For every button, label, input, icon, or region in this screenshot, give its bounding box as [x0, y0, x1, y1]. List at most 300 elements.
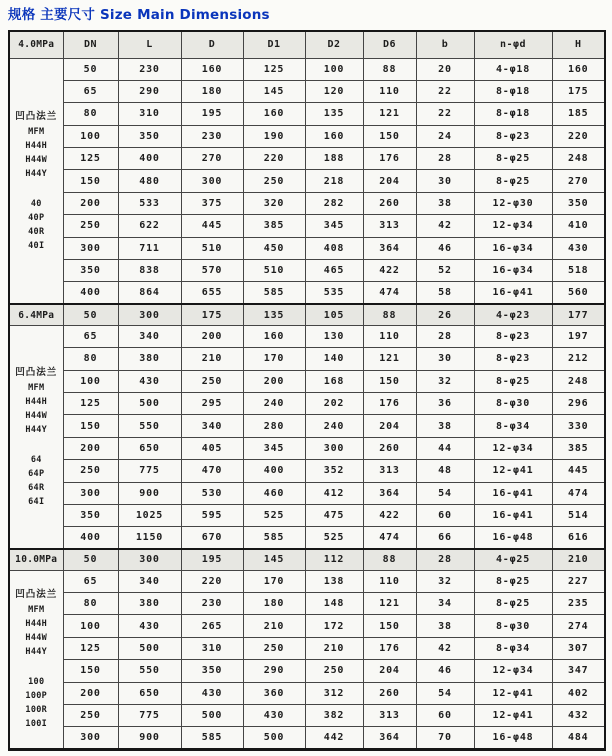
- data-cell: 58: [416, 282, 474, 304]
- data-cell: 8-φ30: [474, 392, 552, 414]
- data-cell: 16-φ41: [474, 482, 552, 504]
- data-cell: 125: [63, 637, 118, 659]
- data-cell: 195: [181, 549, 243, 570]
- data-cell: 175: [552, 80, 605, 102]
- column-header-cell: L: [118, 31, 181, 58]
- data-cell: 60: [416, 504, 474, 526]
- data-cell: 32: [416, 570, 474, 592]
- data-cell: 400: [118, 148, 181, 170]
- data-cell: 121: [363, 103, 416, 125]
- column-header-cell: D1: [243, 31, 305, 58]
- data-cell: 16-φ41: [474, 282, 552, 304]
- data-cell: 50: [63, 304, 118, 325]
- data-cell: 8-φ25: [474, 570, 552, 592]
- data-cell: 204: [363, 415, 416, 437]
- data-cell: 400: [243, 460, 305, 482]
- data-cell: 120: [305, 80, 363, 102]
- side-label: H44Y: [25, 425, 48, 435]
- data-cell: 422: [363, 260, 416, 282]
- data-cell: 220: [243, 148, 305, 170]
- data-cell: 200: [63, 437, 118, 459]
- data-cell: 8-φ18: [474, 103, 552, 125]
- data-cell: 250: [63, 705, 118, 727]
- table-row: [9, 570, 605, 592]
- data-cell: 8-φ30: [474, 615, 552, 637]
- data-cell: 200: [181, 325, 243, 347]
- data-cell: 65: [63, 325, 118, 347]
- data-cell: 8-φ34: [474, 637, 552, 659]
- data-cell: 550: [118, 660, 181, 682]
- data-cell: 313: [363, 215, 416, 237]
- side-label: MFM: [28, 126, 45, 137]
- data-cell: 282: [305, 192, 363, 214]
- data-cell: 250: [63, 215, 118, 237]
- data-cell: 135: [305, 103, 363, 125]
- data-cell: 110: [363, 80, 416, 102]
- side-label: 64R: [28, 483, 45, 493]
- data-cell: 65: [63, 570, 118, 592]
- data-cell: 900: [118, 482, 181, 504]
- data-cell: 250: [243, 637, 305, 659]
- data-cell: 100: [63, 125, 118, 147]
- table-row: [9, 460, 605, 482]
- table-row: [9, 80, 605, 102]
- data-cell: 22: [416, 80, 474, 102]
- data-cell: 176: [363, 148, 416, 170]
- data-cell: 105: [305, 304, 363, 325]
- data-cell: 320: [243, 192, 305, 214]
- data-cell: 402: [552, 682, 605, 704]
- data-cell: 347: [552, 660, 605, 682]
- data-cell: 310: [118, 103, 181, 125]
- data-cell: 300: [63, 237, 118, 259]
- data-cell: 312: [305, 682, 363, 704]
- data-cell: 150: [363, 615, 416, 637]
- data-cell: 170: [243, 348, 305, 370]
- table-row: [9, 370, 605, 392]
- data-cell: 188: [305, 148, 363, 170]
- data-cell: 622: [118, 215, 181, 237]
- data-cell: 8-φ23: [474, 325, 552, 347]
- table-row: [9, 527, 605, 549]
- data-cell: 364: [363, 237, 416, 259]
- data-cell: 525: [243, 504, 305, 526]
- data-cell: 150: [63, 415, 118, 437]
- data-cell: 313: [363, 460, 416, 482]
- table-row: [9, 637, 605, 659]
- data-cell: 270: [181, 148, 243, 170]
- data-cell: 560: [552, 282, 605, 304]
- data-cell: 410: [552, 215, 605, 237]
- data-cell: 340: [118, 570, 181, 592]
- data-cell: 280: [243, 415, 305, 437]
- side-label: H44Y: [25, 168, 48, 179]
- table-row: [9, 705, 605, 727]
- data-cell: 650: [118, 682, 181, 704]
- data-cell: 290: [118, 80, 181, 102]
- data-cell: 235: [552, 593, 605, 615]
- data-cell: 585: [243, 282, 305, 304]
- data-cell: 775: [118, 705, 181, 727]
- table-row: [9, 237, 605, 259]
- data-cell: 88: [363, 304, 416, 325]
- data-cell: 775: [118, 460, 181, 482]
- data-cell: 176: [363, 637, 416, 659]
- data-cell: 345: [243, 437, 305, 459]
- data-cell: 382: [305, 705, 363, 727]
- data-cell: 24: [416, 125, 474, 147]
- data-cell: 430: [118, 615, 181, 637]
- data-cell: 330: [552, 415, 605, 437]
- section-start-row: [9, 304, 605, 325]
- data-cell: 16-φ34: [474, 260, 552, 282]
- table-row: [9, 260, 605, 282]
- side-label: 40I: [28, 240, 45, 251]
- data-cell: 200: [63, 682, 118, 704]
- data-cell: 430: [181, 682, 243, 704]
- data-cell: 210: [181, 348, 243, 370]
- column-header-cell: n-φd: [474, 31, 552, 58]
- flange-type-labels: [10, 365, 63, 437]
- data-cell: 12-φ30: [474, 192, 552, 214]
- data-cell: 900: [118, 727, 181, 749]
- table-row: [9, 103, 605, 125]
- data-cell: 8-φ18: [474, 80, 552, 102]
- data-cell: 42: [416, 637, 474, 659]
- side-label: 64: [30, 455, 42, 465]
- side-label: MFM: [28, 383, 45, 393]
- data-cell: 300: [118, 549, 181, 570]
- side-label: 64P: [28, 469, 45, 479]
- data-cell: 616: [552, 527, 605, 549]
- side-label: H44W: [25, 411, 48, 421]
- side-label: 100R: [25, 705, 48, 716]
- data-cell: 12-φ34: [474, 215, 552, 237]
- data-cell: 4-φ18: [474, 58, 552, 80]
- data-cell: 176: [363, 392, 416, 414]
- data-cell: 864: [118, 282, 181, 304]
- data-cell: 250: [305, 660, 363, 682]
- data-cell: 475: [305, 504, 363, 526]
- data-cell: 8-φ34: [474, 415, 552, 437]
- data-cell: 227: [552, 570, 605, 592]
- side-label: 40: [30, 198, 42, 209]
- side-label: H44W: [25, 633, 48, 644]
- data-cell: 160: [181, 58, 243, 80]
- data-cell: 180: [181, 80, 243, 102]
- data-cell: 121: [363, 593, 416, 615]
- data-cell: 422: [363, 504, 416, 526]
- data-cell: 364: [363, 482, 416, 504]
- table-row: [9, 125, 605, 147]
- table-row: [9, 392, 605, 414]
- data-cell: 36: [416, 392, 474, 414]
- side-label: H44H: [25, 140, 48, 151]
- data-cell: 585: [243, 527, 305, 549]
- data-cell: 585: [181, 727, 243, 749]
- table-body: [9, 31, 605, 749]
- data-cell: 8-φ25: [474, 170, 552, 192]
- data-cell: 16-φ41: [474, 504, 552, 526]
- side-label: 40R: [28, 226, 45, 237]
- data-cell: 350: [63, 504, 118, 526]
- data-cell: 46: [416, 660, 474, 682]
- column-header-row: [9, 31, 605, 58]
- data-cell: 210: [305, 637, 363, 659]
- data-cell: 4-φ23: [474, 304, 552, 325]
- flange-type-labels: [10, 587, 63, 659]
- data-cell: 138: [305, 570, 363, 592]
- data-cell: 44: [416, 437, 474, 459]
- page-title: 规格 主要尺寸 Size Main Dimensions: [8, 7, 270, 23]
- table-row: [9, 58, 605, 80]
- data-cell: 8-φ25: [474, 593, 552, 615]
- table-row: [9, 727, 605, 749]
- data-cell: 52: [416, 260, 474, 282]
- section-start-row: [9, 549, 605, 570]
- pressure-label-cell: 6.4MPa: [9, 304, 63, 325]
- data-cell: 655: [181, 282, 243, 304]
- data-cell: 290: [243, 660, 305, 682]
- data-cell: 535: [305, 282, 363, 304]
- data-cell: 230: [181, 593, 243, 615]
- data-cell: 350: [63, 260, 118, 282]
- data-cell: 150: [63, 660, 118, 682]
- data-cell: 345: [305, 215, 363, 237]
- side-label: 凹凸法兰: [15, 589, 58, 601]
- model-code-labels: [10, 197, 63, 253]
- data-cell: 66: [416, 527, 474, 549]
- data-cell: 670: [181, 527, 243, 549]
- side-label: 凹凸法兰: [15, 367, 58, 378]
- data-cell: 350: [181, 660, 243, 682]
- data-cell: 380: [118, 593, 181, 615]
- data-cell: 70: [416, 727, 474, 749]
- data-cell: 307: [552, 637, 605, 659]
- data-cell: 250: [243, 170, 305, 192]
- data-cell: 38: [416, 415, 474, 437]
- data-cell: 360: [243, 682, 305, 704]
- data-cell: 130: [305, 325, 363, 347]
- data-cell: 400: [63, 527, 118, 549]
- data-cell: 230: [181, 125, 243, 147]
- dimensions-table: [8, 30, 606, 751]
- data-cell: 430: [243, 705, 305, 727]
- data-cell: 260: [363, 192, 416, 214]
- data-cell: 60: [416, 705, 474, 727]
- data-cell: 465: [305, 260, 363, 282]
- data-cell: 385: [552, 437, 605, 459]
- column-header-cell: H: [552, 31, 605, 58]
- data-cell: 212: [552, 348, 605, 370]
- side-label-cell: [9, 325, 63, 549]
- column-header-cell: D6: [363, 31, 416, 58]
- column-header-cell: DN: [63, 31, 118, 58]
- data-cell: 150: [363, 370, 416, 392]
- data-cell: 148: [305, 593, 363, 615]
- data-cell: 470: [181, 460, 243, 482]
- data-cell: 474: [552, 482, 605, 504]
- data-cell: 300: [63, 727, 118, 749]
- data-cell: 48: [416, 460, 474, 482]
- side-label: 40P: [28, 212, 45, 223]
- data-cell: 8-φ25: [474, 148, 552, 170]
- data-cell: 26: [416, 304, 474, 325]
- data-cell: 160: [305, 125, 363, 147]
- data-cell: 100: [305, 58, 363, 80]
- data-cell: 250: [63, 460, 118, 482]
- pressure-label-cell: 4.0MPa: [9, 31, 63, 58]
- data-cell: 50: [63, 58, 118, 80]
- data-cell: 260: [363, 682, 416, 704]
- data-cell: 514: [552, 504, 605, 526]
- side-label: 100I: [25, 719, 48, 730]
- table-row: [9, 415, 605, 437]
- data-cell: 150: [363, 125, 416, 147]
- table-row: [9, 504, 605, 526]
- data-cell: 445: [181, 215, 243, 237]
- data-cell: 484: [552, 727, 605, 749]
- table-row: [9, 348, 605, 370]
- table-row: [9, 660, 605, 682]
- data-cell: 125: [63, 392, 118, 414]
- data-cell: 38: [416, 192, 474, 214]
- data-cell: 16-φ48: [474, 527, 552, 549]
- side-label: H44H: [25, 397, 48, 407]
- data-cell: 474: [363, 282, 416, 304]
- data-cell: 450: [243, 237, 305, 259]
- data-cell: 340: [181, 415, 243, 437]
- data-cell: 30: [416, 348, 474, 370]
- data-cell: 12-φ41: [474, 460, 552, 482]
- data-cell: 240: [243, 392, 305, 414]
- data-cell: 300: [118, 304, 181, 325]
- data-cell: 550: [118, 415, 181, 437]
- data-cell: 711: [118, 237, 181, 259]
- data-cell: 145: [243, 80, 305, 102]
- data-cell: 28: [416, 549, 474, 570]
- data-cell: 442: [305, 727, 363, 749]
- side-label: H44H: [25, 619, 48, 630]
- data-cell: 160: [243, 103, 305, 125]
- data-cell: 110: [363, 325, 416, 347]
- data-cell: 230: [118, 58, 181, 80]
- data-cell: 34: [416, 593, 474, 615]
- data-cell: 375: [181, 192, 243, 214]
- model-code-labels: [10, 453, 63, 509]
- table-row: [9, 437, 605, 459]
- data-cell: 274: [552, 615, 605, 637]
- data-cell: 474: [363, 527, 416, 549]
- side-label: H44Y: [25, 647, 48, 658]
- data-cell: 385: [243, 215, 305, 237]
- data-cell: 121: [363, 348, 416, 370]
- flange-type-labels: [10, 109, 63, 181]
- data-cell: 430: [118, 370, 181, 392]
- data-cell: 204: [363, 170, 416, 192]
- data-cell: 350: [118, 125, 181, 147]
- data-cell: 570: [181, 260, 243, 282]
- data-cell: 175: [181, 304, 243, 325]
- data-cell: 295: [181, 392, 243, 414]
- side-label: 凹凸法兰: [15, 110, 58, 122]
- data-cell: 8-φ23: [474, 125, 552, 147]
- data-cell: 518: [552, 260, 605, 282]
- data-cell: 300: [305, 437, 363, 459]
- data-cell: 16-φ48: [474, 727, 552, 749]
- data-cell: 250: [181, 370, 243, 392]
- table-row: [9, 482, 605, 504]
- data-cell: 500: [118, 637, 181, 659]
- data-cell: 1150: [118, 527, 181, 549]
- data-cell: 400: [63, 282, 118, 304]
- data-cell: 248: [552, 370, 605, 392]
- data-cell: 200: [243, 370, 305, 392]
- data-cell: 432: [552, 705, 605, 727]
- data-cell: 200: [63, 192, 118, 214]
- data-cell: 22: [416, 103, 474, 125]
- data-cell: 265: [181, 615, 243, 637]
- data-cell: 510: [243, 260, 305, 282]
- data-cell: 412: [305, 482, 363, 504]
- data-cell: 195: [181, 103, 243, 125]
- data-cell: 595: [181, 504, 243, 526]
- data-cell: 177: [552, 304, 605, 325]
- data-cell: 50: [63, 549, 118, 570]
- data-cell: 125: [243, 58, 305, 80]
- data-cell: 197: [552, 325, 605, 347]
- data-cell: 168: [305, 370, 363, 392]
- data-cell: 650: [118, 437, 181, 459]
- side-label: 100P: [25, 691, 48, 702]
- data-cell: 525: [305, 527, 363, 549]
- data-cell: 46: [416, 237, 474, 259]
- data-cell: 32: [416, 370, 474, 392]
- data-cell: 88: [363, 549, 416, 570]
- data-cell: 352: [305, 460, 363, 482]
- data-cell: 28: [416, 148, 474, 170]
- data-cell: 28: [416, 325, 474, 347]
- data-cell: 240: [305, 415, 363, 437]
- data-cell: 350: [552, 192, 605, 214]
- data-cell: 310: [181, 637, 243, 659]
- data-cell: 42: [416, 215, 474, 237]
- data-cell: 140: [305, 348, 363, 370]
- data-cell: 172: [305, 615, 363, 637]
- data-cell: 405: [181, 437, 243, 459]
- data-cell: 160: [243, 325, 305, 347]
- data-cell: 160: [552, 58, 605, 80]
- data-cell: 100: [63, 615, 118, 637]
- data-cell: 8-φ23: [474, 348, 552, 370]
- data-cell: 80: [63, 593, 118, 615]
- data-cell: 220: [552, 125, 605, 147]
- data-cell: 313: [363, 705, 416, 727]
- data-cell: 430: [552, 237, 605, 259]
- data-cell: 112: [305, 549, 363, 570]
- data-cell: 210: [552, 549, 605, 570]
- data-cell: 364: [363, 727, 416, 749]
- table-row: [9, 215, 605, 237]
- data-cell: 270: [552, 170, 605, 192]
- data-cell: 500: [243, 727, 305, 749]
- table-row: [9, 682, 605, 704]
- data-cell: 1025: [118, 504, 181, 526]
- data-cell: 500: [118, 392, 181, 414]
- data-cell: 204: [363, 660, 416, 682]
- data-cell: 533: [118, 192, 181, 214]
- data-cell: 218: [305, 170, 363, 192]
